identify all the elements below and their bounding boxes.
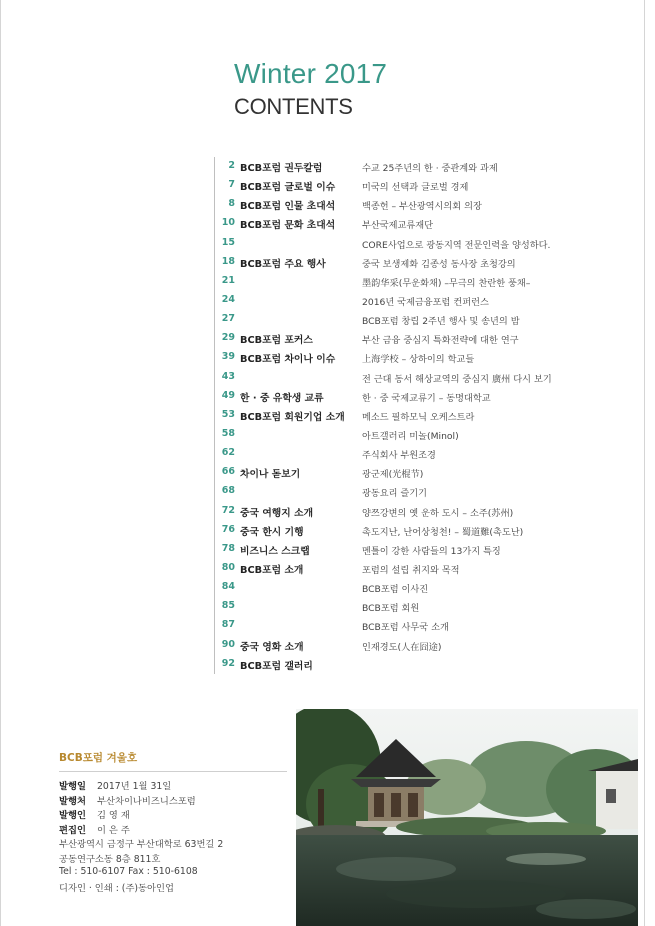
toc-row — [215, 368, 635, 387]
publication-line — [59, 822, 287, 837]
toc-description: 한 · 중 국제교류기 – 동명대학교 — [362, 392, 491, 404]
toc-page-number: 92 — [221, 657, 235, 669]
toc-page-number: 90 — [221, 638, 235, 650]
toc-description: CORE사업으로 광동지역 전문인력을 양성하다. — [362, 239, 551, 251]
toc-section: 중국 여행지 소개 — [240, 507, 314, 519]
toc-description: 전 근대 동서 해상교역의 중심지 廣州 다시 보기 — [362, 373, 552, 385]
toc-page-number: 24 — [221, 293, 235, 305]
toc-section: BCB포럼 회원기업 소개 — [240, 411, 345, 423]
toc-description: 上海学校 – 상하이의 학교들 — [362, 354, 475, 366]
toc-row — [215, 502, 635, 521]
toc-description: BCB포럼 창립 2주년 행사 및 송년의 밤 — [362, 316, 520, 328]
toc-section: 비즈니스 스크랩 — [240, 545, 310, 557]
toc-page-number: 7 — [228, 179, 235, 191]
toc-section: 중국 한시 기행 — [240, 526, 304, 538]
toc-row — [215, 348, 635, 367]
publication-value: 이 은 주 — [97, 824, 130, 836]
publication-line — [59, 807, 287, 822]
toc-description: 멘틀이 강한 사람들의 13가지 특징 — [362, 545, 501, 557]
address-line-2: 공동연구소동 8층 811호 — [59, 853, 161, 865]
toc-row — [215, 425, 635, 444]
toc-page-number: 2 — [228, 160, 235, 171]
toc-section: 차이나 돋보기 — [240, 469, 301, 481]
toc-page-number: 80 — [221, 561, 235, 573]
toc-description: 아트갤러리 미놀(Minol) — [362, 430, 459, 442]
toc-section: 한 · 중 유학생 교류 — [240, 392, 324, 404]
toc-page-number: 27 — [221, 313, 235, 325]
publication-title: BCB포럼 겨울호 — [59, 750, 287, 772]
design-credit: 디자인 · 인쇄 : (주)동아인업 — [59, 883, 174, 895]
toc-row — [215, 387, 635, 406]
toc-row — [215, 540, 635, 559]
toc-section: BCB포럼 권두칼럼 — [240, 163, 323, 174]
publication-lines — [59, 778, 287, 836]
toc-row — [215, 406, 635, 425]
toc-description: 수교 25주년의 한 · 중관계와 과제 — [362, 163, 498, 174]
toc-row — [215, 157, 635, 176]
toc-page-number: 53 — [221, 408, 235, 420]
toc-description: 광동요리 즐기기 — [362, 488, 428, 500]
toc-section: BCB포럼 소개 — [240, 564, 304, 576]
toc-page-number: 43 — [221, 370, 235, 382]
toc-description: 부산 금융 중심지 특화전략에 대한 연구 — [362, 335, 519, 347]
toc-description: 촉도지난, 난어상청천! – 蜀道難(촉도난) — [362, 526, 524, 538]
toc-description: 미국의 선택과 글로벌 경제 — [362, 182, 469, 194]
publication-label: 발행인 — [59, 810, 86, 822]
garden-pavilion-image — [296, 709, 638, 926]
contact-line: Tel : 510-6107 Fax : 510-6108 — [59, 865, 198, 877]
toc-description: 중국 보생제화 김종성 동사장 초청강의 — [362, 258, 516, 270]
toc-row — [215, 195, 635, 214]
publication-label: 발행일 — [59, 781, 86, 792]
toc-page-number: 8 — [228, 198, 235, 210]
toc-row — [215, 253, 635, 272]
toc-description: 광군제(光棍节) — [362, 469, 424, 481]
garden-photo — [296, 709, 638, 926]
toc-row — [215, 444, 635, 463]
toc-description: 인재경도(人在囧途) — [362, 641, 442, 653]
publication-line — [59, 793, 287, 808]
toc-row — [215, 521, 635, 540]
address-line-1: 부산광역시 금정구 부산대학로 63번길 2 — [59, 839, 224, 851]
page-edge-left — [0, 0, 1, 926]
toc-description: 부산국제교류재단 — [362, 220, 434, 232]
toc-section: 중국 영화 소개 — [240, 641, 304, 653]
toc-section: BCB포럼 차이나 이슈 — [240, 354, 336, 366]
page-edge-right — [644, 0, 645, 926]
toc-description: 2016년 국제금융포럼 컨퍼런스 — [362, 296, 489, 308]
toc-page-number: 76 — [221, 523, 235, 535]
toc-row — [215, 272, 635, 291]
publication-value: 부산차이나비즈니스포럼 — [97, 795, 196, 807]
toc-page-number: 87 — [221, 619, 235, 631]
toc-row — [215, 291, 635, 310]
toc-section: BCB포럼 글로벌 이슈 — [240, 182, 336, 194]
contents-heading: CONTENTS — [234, 94, 353, 119]
toc-description: BCB포럼 회원 — [362, 603, 420, 615]
toc-page-number: 39 — [221, 351, 235, 363]
publication-line — [59, 778, 287, 793]
toc-description: 양쯔강변의 옛 운하 도시 – 소주(苏州) — [362, 507, 514, 519]
issue-title: Winter 2017 — [234, 58, 388, 89]
toc-page-number: 68 — [221, 485, 235, 497]
toc-description: 백종헌 – 부산광역시의회 의장 — [362, 201, 482, 213]
toc-row — [215, 176, 635, 195]
toc-row — [215, 636, 635, 655]
toc-page-number: 85 — [221, 600, 235, 612]
publication-info — [59, 750, 287, 895]
toc-page-number: 15 — [221, 236, 235, 248]
publication-label: 편집인 — [59, 824, 86, 836]
toc-section: BCB포럼 문화 초대석 — [240, 220, 336, 232]
publication-value: 2017년 1월 31일 — [97, 781, 172, 792]
toc-page-number: 62 — [221, 447, 235, 459]
toc-description: BCB포럼 사무국 소개 — [362, 622, 449, 634]
toc-page-number: 78 — [221, 542, 235, 554]
toc-row — [215, 578, 635, 597]
toc-row — [215, 597, 635, 616]
toc-row — [215, 310, 635, 329]
toc-description: 墨韵华采(무운화채) –무극의 찬란한 풍채– — [362, 277, 531, 289]
toc-row — [215, 482, 635, 501]
toc-page-number: 58 — [221, 427, 235, 439]
toc-section: BCB포럼 인물 초대석 — [240, 201, 336, 213]
toc-page-number: 72 — [221, 504, 235, 516]
publication-value: 김 영 재 — [97, 810, 130, 822]
toc-page-number: 84 — [221, 581, 235, 593]
publication-label: 발행처 — [59, 795, 86, 807]
toc-page-number: 18 — [221, 255, 235, 267]
table-of-contents — [214, 157, 635, 674]
toc-row — [215, 616, 635, 635]
toc-row — [215, 463, 635, 482]
toc-description: 주식회사 부원조경 — [362, 450, 436, 462]
toc-page-number: 29 — [221, 332, 235, 344]
toc-page-number: 21 — [221, 274, 235, 286]
toc-page-number: 10 — [221, 217, 235, 229]
toc-page-number: 49 — [221, 389, 235, 401]
toc-description: BCB포럼 이사진 — [362, 584, 429, 596]
toc-description: 포럼의 설립 취지와 목적 — [362, 564, 460, 576]
toc-row — [215, 559, 635, 578]
toc-row — [215, 655, 635, 674]
toc-section: BCB포럼 갤러리 — [240, 660, 313, 672]
toc-page-number: 66 — [221, 466, 235, 478]
toc-section: BCB포럼 주요 행사 — [240, 258, 326, 270]
toc-description: 메소드 필하모닉 오케스트라 — [362, 411, 475, 423]
toc-section: BCB포럼 포커스 — [240, 335, 313, 347]
toc-row — [215, 214, 635, 233]
toc-row — [215, 234, 635, 253]
toc-row — [215, 329, 635, 348]
